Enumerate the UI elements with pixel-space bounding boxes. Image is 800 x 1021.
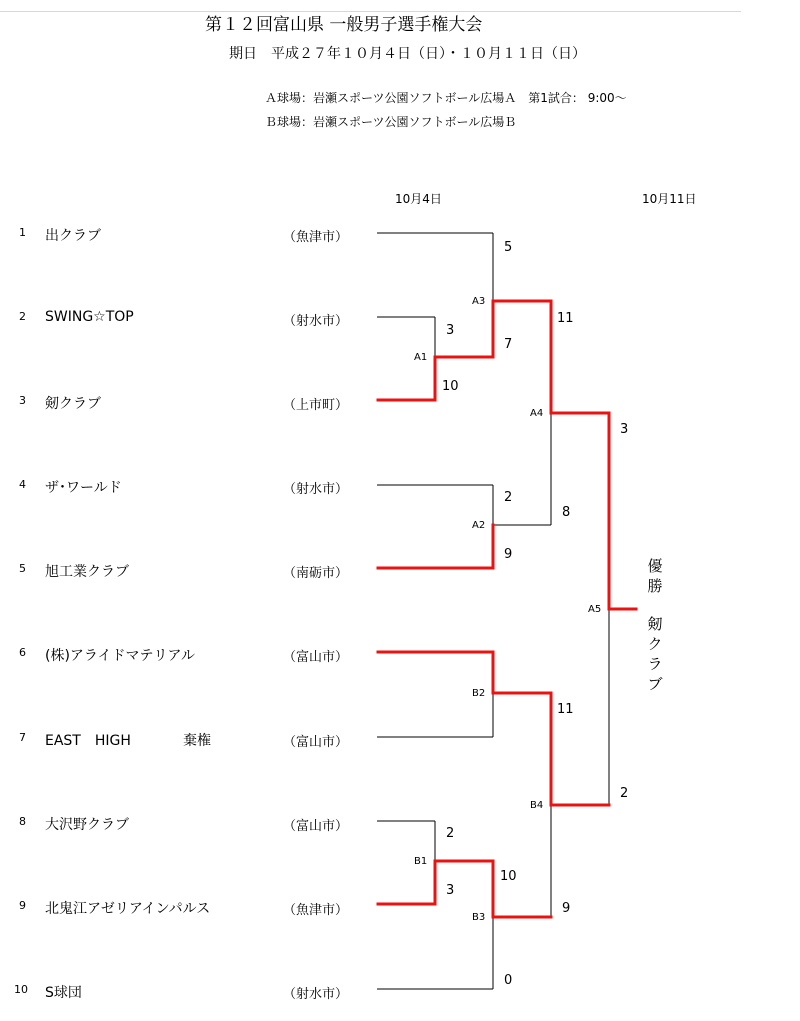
team-city: （富山市） bbox=[283, 650, 349, 665]
round-date-1: 10月4日 bbox=[395, 192, 442, 206]
team-name: 剱クラブ bbox=[45, 396, 101, 412]
score: 0 bbox=[504, 973, 513, 988]
team-name: 出クラブ bbox=[45, 228, 101, 244]
score: 8 bbox=[562, 505, 571, 520]
team-name: (株)アライドマテリアル bbox=[45, 648, 195, 664]
team-number: 5 bbox=[19, 562, 26, 575]
score: 9 bbox=[504, 547, 513, 562]
champion-label: 優勝 bbox=[647, 557, 663, 595]
team-city: （射水市） bbox=[283, 314, 349, 329]
match-label: A2 bbox=[472, 520, 486, 531]
team-city: （射水市） bbox=[283, 987, 349, 1002]
score: 10 bbox=[442, 379, 459, 394]
score: 11 bbox=[557, 702, 574, 717]
forfeit-note: 棄権 bbox=[183, 733, 211, 749]
team-name: 旭工業クラブ bbox=[45, 564, 129, 580]
team-number: 2 bbox=[19, 310, 26, 323]
team-name: SWING☆TOP bbox=[45, 309, 134, 325]
team-number: 1 bbox=[19, 226, 26, 239]
team-number: 3 bbox=[19, 394, 26, 407]
team-number: 4 bbox=[19, 478, 26, 491]
champion-team: 剱クラブ bbox=[647, 615, 663, 693]
match-label: B3 bbox=[472, 912, 486, 923]
team-number: 6 bbox=[19, 646, 26, 659]
match-label: B4 bbox=[530, 800, 544, 811]
page-title: 第１２回富山県 一般男子選手権大会 bbox=[205, 15, 483, 35]
team-name: ザ･ワールド bbox=[45, 480, 122, 496]
match-label: A4 bbox=[530, 408, 544, 419]
match-label: A3 bbox=[472, 296, 486, 307]
team-city: （上市町） bbox=[283, 398, 349, 413]
match-label: A1 bbox=[414, 352, 428, 363]
score: 2 bbox=[504, 490, 513, 505]
score: 3 bbox=[446, 883, 455, 898]
score: 7 bbox=[504, 337, 513, 352]
team-number: 8 bbox=[19, 815, 26, 828]
match-label: B2 bbox=[472, 688, 486, 699]
team-city: （富山市） bbox=[283, 819, 349, 834]
score: 3 bbox=[446, 323, 455, 338]
venue-b: Ｂ球場：岩瀬スポーツ公園ソフトボール広場Ｂ bbox=[265, 115, 517, 129]
score: 11 bbox=[557, 311, 574, 326]
score: 9 bbox=[562, 901, 571, 916]
score: 3 bbox=[620, 422, 629, 437]
team-city: （魚津市） bbox=[283, 230, 349, 245]
score: 2 bbox=[446, 826, 455, 841]
venue-a: Ａ球場：岩瀬スポーツ公園ソフトボール広場Ａ 第1試合： 9:00～ bbox=[265, 91, 627, 105]
score: 5 bbox=[504, 240, 513, 255]
team-city: （魚津市） bbox=[283, 903, 349, 918]
score: 2 bbox=[620, 786, 629, 801]
match-label: A5 bbox=[588, 604, 602, 615]
team-name: 北鬼江アゼリアインパルス bbox=[45, 901, 211, 917]
team-name: 大沢野クラブ bbox=[45, 817, 129, 833]
match-label: B1 bbox=[414, 856, 428, 867]
team-city: （射水市） bbox=[283, 482, 349, 497]
team-number: 7 bbox=[19, 731, 26, 744]
team-name: EAST HIGH bbox=[45, 733, 131, 749]
round-date-2: 10月11日 bbox=[642, 192, 697, 206]
event-dates: 期日 平成２７年１０月４日（日）・１０月１１日（日） bbox=[229, 46, 586, 62]
team-number: 10 bbox=[14, 983, 28, 996]
team-city: （富山市） bbox=[283, 735, 349, 750]
team-name: S球団 bbox=[45, 985, 82, 1001]
team-number: 9 bbox=[19, 899, 26, 912]
team-city: （南砺市） bbox=[283, 566, 349, 581]
score: 10 bbox=[500, 869, 517, 884]
